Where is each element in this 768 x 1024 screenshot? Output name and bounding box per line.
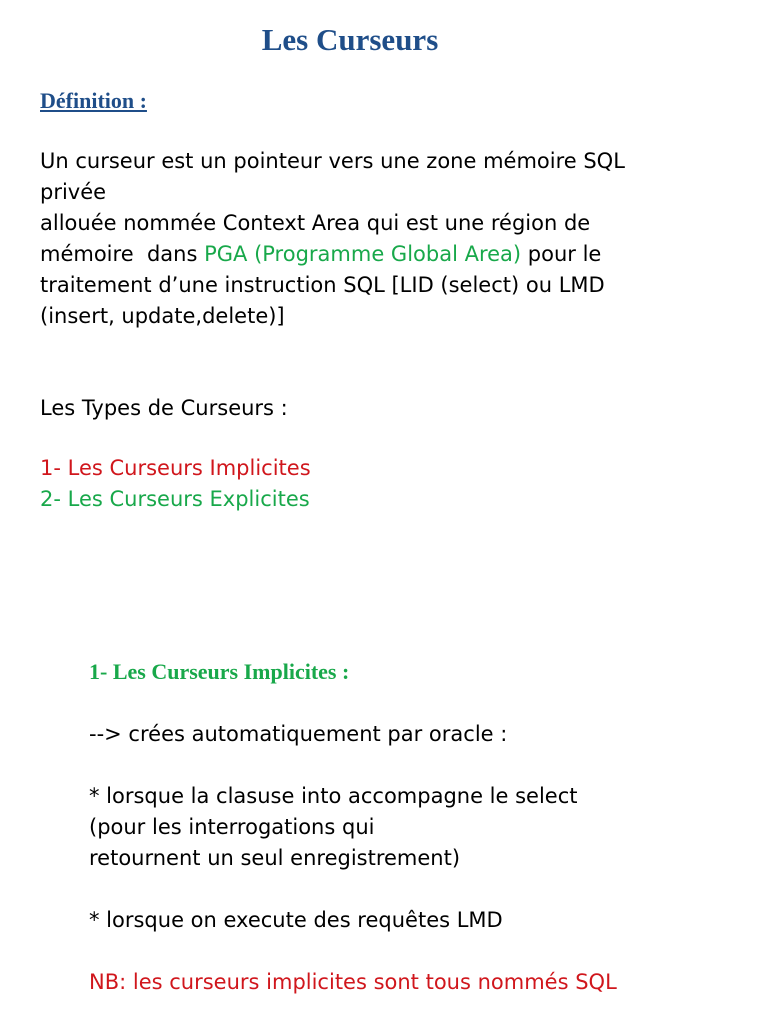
types-list <box>40 453 311 515</box>
pga-highlight: PGA (Programme Global Area) <box>204 242 522 266</box>
definition-line-3: allouée nommée Context Area qui est une région de <box>40 211 591 235</box>
page-title: Les Curseurs <box>261 22 439 57</box>
definition-line-2: privée <box>40 180 107 204</box>
types-heading: Les Types de Curseurs : <box>40 396 288 420</box>
implicit-line-5: * lorsque on execute des requêtes LMD <box>89 908 503 932</box>
definition-line-4-end: pour le <box>521 242 602 266</box>
definition-line-5: traitement d’une instruction SQL [LID (select) ou LMD <box>40 273 605 297</box>
implicit-line-3: (pour les interrogations qui <box>89 815 375 839</box>
definition-line-4-start: mémoire dans <box>40 242 205 266</box>
types-item-explicit: 2- Les Curseurs Explicites <box>40 487 310 511</box>
definition-heading: Définition : <box>40 88 147 113</box>
implicit-line-2: * lorsque la clasuse into accompagne le select <box>89 784 578 808</box>
definition-line-6: (insert, update,delete)] <box>40 304 285 328</box>
definition-line-1: Un curseur est un pointeur vers une zone mémoire SQL <box>40 149 625 173</box>
types-item-implicit: 1- Les Curseurs Implicites <box>40 456 311 480</box>
implicit-blank-1 <box>89 750 617 781</box>
implicit-blank-3 <box>89 936 617 967</box>
implicit-line-1: --> crées automatiquement par oracle : <box>89 722 508 746</box>
implicit-blank-2 <box>89 874 617 905</box>
implicit-line-4: retournent un seul enregistrement) <box>89 846 461 870</box>
implicit-section-heading: 1- Les Curseurs Implicites : <box>89 659 350 684</box>
definition-paragraph <box>40 146 625 332</box>
implicit-section-body <box>89 719 617 998</box>
definition-line-4 <box>40 239 625 270</box>
implicit-note: NB: les curseurs implicites sont tous nommés SQL <box>89 970 617 994</box>
